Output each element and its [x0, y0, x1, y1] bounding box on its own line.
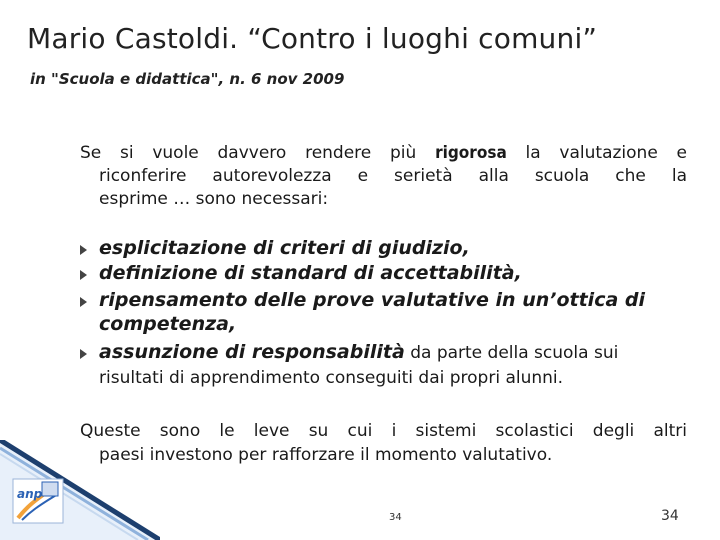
bullet-continuation: risultati di apprendimento conseguiti dai propri alunni. — [99, 368, 564, 388]
bullet-text: esplicitazione di criteri di giudizio, — [99, 237, 470, 259]
svg-text:anp: anp — [17, 487, 43, 501]
bullet-arrow-icon — [80, 349, 87, 359]
page-number: 34 — [661, 508, 679, 524]
bullet-arrow-icon — [80, 297, 87, 307]
anp-logo-icon — [12, 478, 64, 524]
bullet-list — [80, 236, 690, 391]
page-number-small: 34 — [389, 512, 402, 523]
closing-paragraph — [80, 419, 687, 467]
intro-paragraph — [80, 142, 687, 211]
list-item — [80, 261, 690, 288]
closing-line-2: paesi investono per rafforzare il momento valutativo. — [99, 445, 553, 465]
bullet-arrow-icon — [80, 245, 87, 255]
intro-line-1: Se si vuole davvero rendere più rigorosa la valutazione e — [80, 143, 687, 163]
list-item — [80, 340, 690, 391]
closing-line-1: Queste sono le leve su cui i sistemi scolastici degli altri — [80, 421, 687, 441]
bullet-arrow-icon — [80, 270, 87, 280]
list-item — [80, 288, 690, 340]
intro-line-2: riconferire autorevolezza e serietà alla scuola che la — [99, 166, 687, 186]
slide-title: Mario Castoldi. “Contro i luoghi comuni” — [27, 22, 598, 55]
bullet-text: ripensamento delle prove valutative in un’ottica di competenza, — [99, 289, 646, 335]
list-item — [80, 236, 690, 261]
slide-subtitle: in "Scuola e didattica", n. 6 nov 2009 — [30, 70, 345, 88]
intro-emphasis: rigorosa — [435, 143, 507, 163]
intro-line-3: esprime … sono necessari: — [99, 189, 329, 209]
bullet-text: definizione di standard di accettabilità, — [99, 262, 522, 284]
bullet-text: assunzione di responsabilità da parte della scuola sui — [99, 341, 619, 363]
